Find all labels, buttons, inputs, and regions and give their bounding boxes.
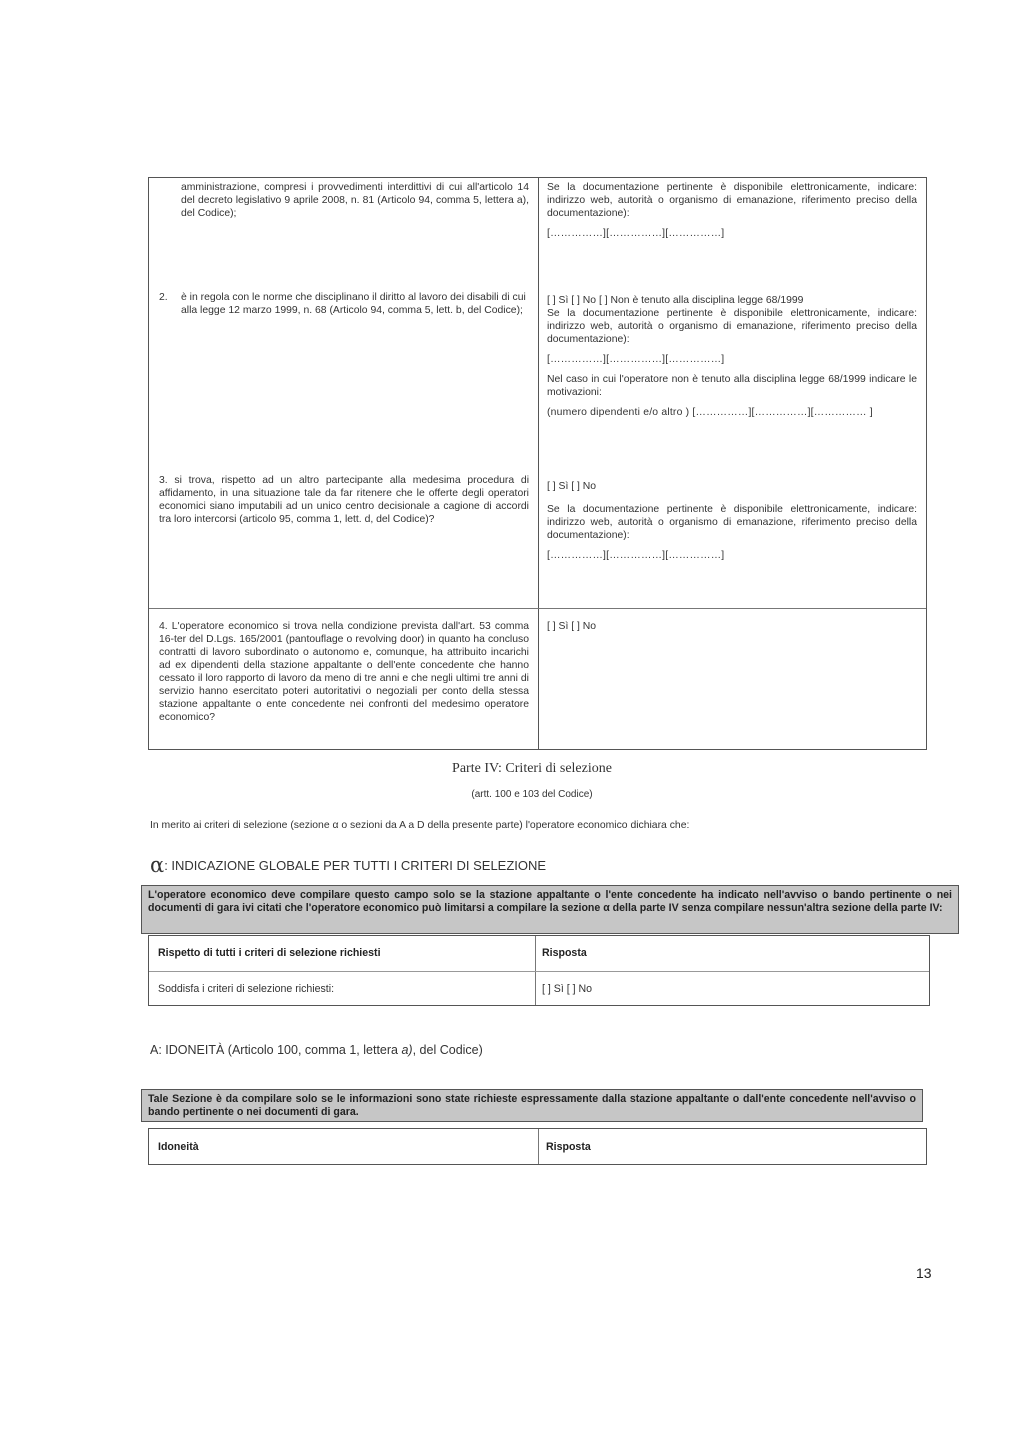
row2-right xyxy=(547,294,917,426)
row1-left: amministrazione, compresi i provvedimenti interdittivi di cui all'articolo 14 del decreto legislativo 9 aprile 2008, n. 81 (Articolo 94, comma 5, lettera a), del Codice); xyxy=(181,182,529,219)
alpha-table-row-right: [ ] Sì [ ] No xyxy=(542,983,593,995)
row1-right xyxy=(547,181,917,247)
row3-right-p2: Se la documentazione pertinente è disponibile elettronicamente, indicare: indirizzo web, autorità o organismo di emanazione, riferimento preciso della documentazione): xyxy=(547,504,917,541)
row3-right xyxy=(547,480,917,569)
row1-right-brackets: [……………][……………][……………] xyxy=(547,228,725,239)
alpha-table-head-right: Risposta xyxy=(542,947,587,959)
alpha-note: L'operatore economico deve compilare questo campo solo se la stazione appaltante o l'ente concedente ha indicato nell'avviso o bando pertinente o nei documenti di gara ivi citati che l'operatore economico può limitarsi a compilare la sezione α della parte IV senza compilare nessun'altra sezione della parte IV: xyxy=(148,889,952,914)
alpha-table-head-left: Rispetto di tutti i criteri di selezione richiesti xyxy=(158,947,381,959)
exclusion-grounds-table xyxy=(148,177,927,750)
row2-right-brackets: [……………][……………][……………] xyxy=(547,354,725,365)
alpha-heading-text: : INDICAZIONE GLOBALE PER TUTTI I CRITERI DI SELEZIONE xyxy=(164,858,547,873)
alpha-table xyxy=(148,935,930,1006)
section-subtitle: (artt. 100 e 103 del Codice) xyxy=(471,789,593,800)
idoneita-table-head-right: Risposta xyxy=(546,1141,591,1153)
row3-right-p1: [ ] Sì [ ] No xyxy=(547,481,597,492)
idoneita-table-head-left: Idoneità xyxy=(158,1141,199,1153)
row2-left: è in regola con le norme che disciplinano il diritto al lavoro dei disabili di cui alla legge 12 marzo 1999, n. 68 (Articolo 94, comma 5, lett. b, del Codice); xyxy=(181,292,526,316)
idoneita-table xyxy=(148,1128,927,1165)
alpha-table-row-left: Soddisfa i criteri di selezione richiesti: xyxy=(158,983,335,995)
section-a-heading-em: a) xyxy=(401,1043,413,1057)
alpha-heading xyxy=(150,853,546,877)
alpha-note-box xyxy=(141,885,959,934)
row1-right-p1: Se la documentazione pertinente è disponibile elettronicamente, indicare: indirizzo web, autorità o organismo di emanazione, riferimento preciso della documentazione): xyxy=(547,182,917,219)
row1-left-text xyxy=(181,181,529,220)
row2-right-p4: Nel caso in cui l'operatore non è tenuto alla disciplina legge 68/1999 indicare le motivazioni: xyxy=(547,374,917,398)
idoneita-table-divider xyxy=(538,1129,539,1164)
section-a-note-box xyxy=(141,1089,923,1122)
row4-right: [ ] Sì [ ] No xyxy=(547,621,597,632)
row2-right-p5: (numero dipendenti e/o altro ) [……………][……………][…………… ] xyxy=(547,407,873,418)
alpha-table-row-divider xyxy=(149,971,929,972)
section-title: Parte IV: Criteri di selezione xyxy=(452,761,612,776)
section-a-note: Tale Sezione è da compilare solo se le informazioni sono state richieste espressamente dalla stazione appaltante o dall'ente concedente nell'avviso o bando pertinente o nei documenti di gara. xyxy=(148,1093,916,1118)
intro-text: In merito ai criteri di selezione (sezione α o sezioni da A a D della presente parte) l'operatore economico dichiara che: xyxy=(150,820,690,831)
row2-right-p2: Se la documentazione pertinente è disponibile elettronicamente, indicare: indirizzo web, autorità o organismo di emanazione, riferimento preciso della documentazione): xyxy=(547,308,917,345)
row4-left: 4. L'operatore economico si trova nella condizione prevista dall'art. 53 comma 16-ter del D.Lgs. 165/2001 (pantouflage o revolving door) in quanto ha concluso contratti di lavoro subordinato o autonomo e, comunque, ha attribuito incarichi ad ex dipendenti della stazione appaltante o dell'ente concedente che hanno cessato il loro rapporto di lavoro da meno di tre anni e che negli ultimi tre anni di servizio hanno esercitato poteri autoritativi o negoziali per conto della stessa stazione appaltante o ente concedente nei confronti del medesimo operatore economico? xyxy=(159,621,529,723)
page-number: 13 xyxy=(916,1265,932,1281)
row3-left: 3. si trova, rispetto ad un altro partecipante alla medesima procedura di affidamento, in una situazione tale da far ritenere che le offerte degli operatori economici siano imputabili ad un unico centro decisionale a cagione di accordi tra loro intercorsi (articolo 95, comma 1, lett. d, del Codice)? xyxy=(159,475,529,525)
section-a-heading xyxy=(150,1043,483,1057)
row2-right-p1: [ ] Sì [ ] No [ ] Non è tenuto alla disciplina legge 68/1999 xyxy=(547,295,804,306)
section-a-heading-post: , del Codice) xyxy=(412,1043,483,1057)
column-divider xyxy=(538,178,539,749)
row2-number: 2. xyxy=(159,292,168,303)
alpha-symbol: α xyxy=(150,853,165,877)
row-divider xyxy=(149,608,926,609)
row3-right-brackets: [……………][……………][……………] xyxy=(547,550,725,561)
section-a-heading-pre: A: IDONEITÀ (Articolo 100, comma 1, lettera xyxy=(150,1043,402,1057)
